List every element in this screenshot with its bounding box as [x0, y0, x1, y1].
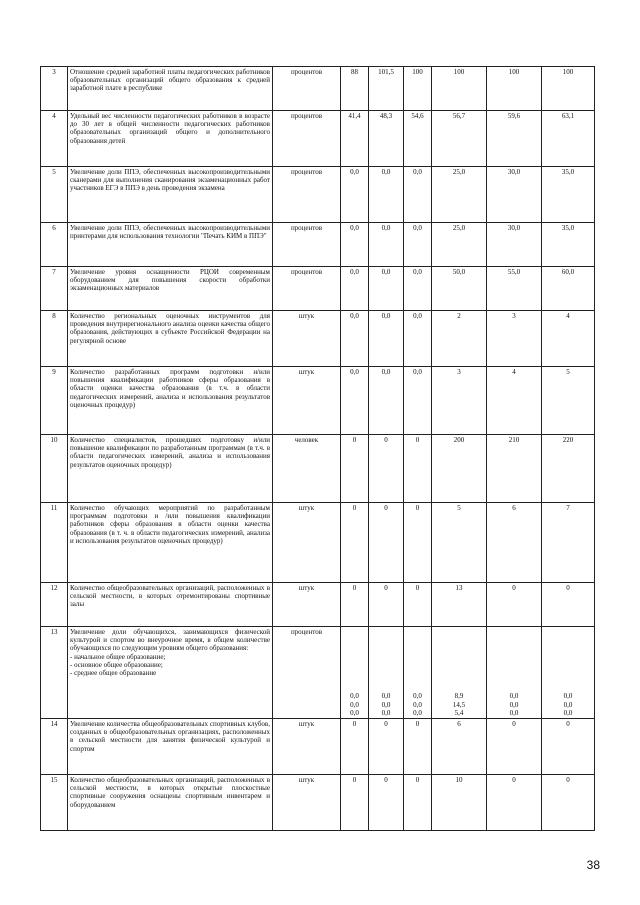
table-body — [41, 67, 595, 831]
row-description: Удельный вес численности педагогических работников в возрасте до 30 лет в общей численности педагогических работников образовательных организаций общего и дополнительного образования детей — [68, 111, 273, 167]
row-description: Количество общеобразовательных организаций, расположенных в сельской местности, в которых открытые плоскостные спортивные сооружения оснащены спортивным инвентарем и оборудованием — [68, 775, 273, 831]
row-unit: процентов — [273, 223, 341, 267]
row-value: 0 — [542, 775, 595, 831]
row-value: 30,0 — [487, 167, 542, 223]
row-description: Увеличение уровня оснащенности РЦОИ современным оборудованием для повышения скорости обработки экзаменационных материалов — [68, 267, 273, 311]
row-value: 0,0 — [404, 367, 432, 435]
row-value: 0 — [341, 775, 369, 831]
row-value: 0 — [487, 719, 542, 775]
table-row — [41, 267, 595, 311]
row-value: 210 — [487, 435, 542, 503]
row-number: 14 — [41, 719, 68, 775]
row-value: 0 — [404, 719, 432, 775]
row-sub-value: 0,0 — [509, 700, 519, 709]
row-unit: процентов — [273, 267, 341, 311]
row-value: 0 — [369, 775, 404, 831]
table-row — [41, 719, 595, 775]
row-value: 25,0 — [432, 167, 487, 223]
table-row — [41, 627, 595, 719]
row-value: 88 — [341, 67, 369, 111]
row-value: 30,0 — [487, 223, 542, 267]
row-sub-value: 0,0 — [350, 708, 359, 717]
row-unit: штук — [273, 583, 341, 627]
row-value: 0 — [369, 503, 404, 583]
row-value-cell — [487, 627, 542, 719]
row-value: 5 — [432, 503, 487, 583]
row-unit: штук — [273, 775, 341, 831]
row-value: 0 — [341, 583, 369, 627]
row-value: 0 — [369, 583, 404, 627]
row-value: 0,0 — [404, 167, 432, 223]
row-value: 2 — [432, 311, 487, 367]
row-value: 0,0 — [369, 267, 404, 311]
row-description: Количество общеобразовательных организаций, расположенных в сельской местности, в которых отремонтированы спортивные залы — [68, 583, 273, 627]
row-number: 11 — [41, 503, 68, 583]
row-description-main: Увеличение доли обучающихся, занимающихся физической культурой и спортом во внеурочное время, в общем количестве обучающихся по следующим уровням общего образования: — [70, 628, 270, 653]
row-value: 10 — [432, 775, 487, 831]
row-number: 15 — [41, 775, 68, 831]
row-value: 25,0 — [432, 223, 487, 267]
row-value: 0,0 — [341, 311, 369, 367]
row-sub-value: 5,4 — [454, 708, 464, 717]
row-value: 4 — [487, 367, 542, 435]
row-sub-level: - среднее общее образование — [70, 669, 157, 678]
row-value: 6 — [432, 719, 487, 775]
row-value: 0 — [542, 719, 595, 775]
row-sub-value: 0,0 — [413, 692, 422, 701]
table-row — [41, 503, 595, 583]
row-description — [68, 627, 273, 719]
row-value: 0,0 — [404, 223, 432, 267]
row-number: 6 — [41, 223, 68, 267]
row-description: Увеличение количества общеобразовательных спортивных клубов, созданных в общеобразовательных организациях, расположенных в сельской местности для занятия физической культурой и спортом — [68, 719, 273, 775]
row-sub-value: 0,0 — [563, 708, 573, 717]
row-description: Увеличение доли ППЭ, обеспеченных высокопроизводительными сканерами для выполнения сканирования экзаменационных работ участников ЕГЭ в ППЭ в день проведения экзамена — [68, 167, 273, 223]
row-value: 0,0 — [341, 167, 369, 223]
row-value-cell — [341, 627, 369, 719]
row-sub-value: 0,0 — [563, 692, 573, 701]
row-number: 13 — [41, 627, 68, 719]
row-value: 0 — [341, 435, 369, 503]
row-number: 12 — [41, 583, 68, 627]
table-row — [41, 435, 595, 503]
row-value: 7 — [542, 503, 595, 583]
row-number: 9 — [41, 367, 68, 435]
row-value: 0,0 — [341, 367, 369, 435]
row-value: 0,0 — [369, 311, 404, 367]
row-unit: процентов — [273, 111, 341, 167]
row-value: 0,0 — [341, 267, 369, 311]
row-value: 0 — [404, 775, 432, 831]
table-row — [41, 67, 595, 111]
row-sub-value: 0,0 — [350, 692, 359, 701]
row-value: 50,0 — [432, 267, 487, 311]
row-sub-value: 0,0 — [381, 700, 391, 709]
row-unit: процентов — [273, 67, 341, 111]
row-value: 200 — [432, 435, 487, 503]
row-unit: процентов — [273, 167, 341, 223]
row-value-cell — [542, 627, 595, 719]
row-value: 56,7 — [432, 111, 487, 167]
row-value: 48,3 — [369, 111, 404, 167]
row-value: 0 — [404, 503, 432, 583]
indicators-table — [40, 66, 595, 831]
row-value: 100 — [487, 67, 542, 111]
row-number: 8 — [41, 311, 68, 367]
row-sub-value: 0,0 — [350, 700, 359, 709]
row-value: 0 — [369, 719, 404, 775]
row-unit: штук — [273, 367, 341, 435]
row-value: 0 — [487, 583, 542, 627]
row-description: Увеличение доли ППЭ, обеспеченных высокопроизводительными принтерами для использования технологии "Печать КИМ в ППЭ" — [68, 223, 273, 267]
row-sub-value: 8,9 — [454, 692, 464, 701]
row-value: 3 — [432, 367, 487, 435]
row-description: Количество обучающих мероприятий по разработанным программам подготовки и /или повышения квалификации работников сферы образования в области оценки качества образования (в т. ч. в области педагогических измерений, анализа и использования результатов оценочных процедур) — [68, 503, 273, 583]
row-value-cell — [404, 627, 432, 719]
row-description: Количество региональных оценочных инструментов для проведения внутрирегионального анализа оценки качества общего образования, действующих в субъекте Российской Федерации на регулярной основе — [68, 311, 273, 367]
row-value: 35,0 — [542, 167, 595, 223]
row-value: 0 — [487, 775, 542, 831]
row-number: 7 — [41, 267, 68, 311]
table-row — [41, 311, 595, 367]
row-value: 6 — [487, 503, 542, 583]
row-sub-value: 14,5 — [452, 700, 466, 709]
row-sub-value: 0,0 — [413, 700, 422, 709]
page-number: 38 — [586, 858, 600, 872]
row-unit: процентов — [273, 627, 341, 719]
row-value: 100 — [404, 67, 432, 111]
row-number: 4 — [41, 111, 68, 167]
row-number: 10 — [41, 435, 68, 503]
row-value: 100 — [542, 67, 595, 111]
row-value-cell — [369, 627, 404, 719]
row-description: Количество специалистов, прошедших подготовку и/или повышение квалификации по разработанным программам (в т.ч. в области педагогических измерений, анализа и использования результатов оценочных процедур) — [68, 435, 273, 503]
row-value: 101,5 — [369, 67, 404, 111]
row-value: 0,0 — [404, 267, 432, 311]
row-sub-value: 0,0 — [381, 692, 391, 701]
row-sub-value: 0,0 — [413, 708, 422, 717]
row-value: 0 — [542, 583, 595, 627]
row-sub-value: 0,0 — [509, 692, 519, 701]
row-value: 0 — [404, 583, 432, 627]
row-value: 0,0 — [404, 311, 432, 367]
row-sub-value: 0,0 — [563, 700, 573, 709]
row-value: 55,0 — [487, 267, 542, 311]
table-row — [41, 167, 595, 223]
row-value-cell — [432, 627, 487, 719]
row-unit: штук — [273, 503, 341, 583]
table-row — [41, 223, 595, 267]
row-value: 35,0 — [542, 223, 595, 267]
row-description: Отношение средней заработной платы педагогических работников образовательных организаций общего образования к средней заработной плате в республике — [68, 67, 273, 111]
row-value: 4 — [542, 311, 595, 367]
row-value: 41,4 — [341, 111, 369, 167]
row-value: 63,1 — [542, 111, 595, 167]
row-value: 0,0 — [341, 223, 369, 267]
row-value: 0,0 — [369, 223, 404, 267]
row-value: 59,6 — [487, 111, 542, 167]
table-row — [41, 775, 595, 831]
row-value: 0 — [341, 503, 369, 583]
row-value: 54,6 — [404, 111, 432, 167]
row-unit: человек — [273, 435, 341, 503]
table-row — [41, 583, 595, 627]
row-value: 3 — [487, 311, 542, 367]
row-number: 3 — [41, 67, 68, 111]
row-description: Количество разработанных программ подготовки и/или повышения квалификации работников сферы образования в области оценки качества образования (в т.ч. в области педагогических измерений, анализа и использования результатов оценочных процедур) — [68, 367, 273, 435]
row-unit: штук — [273, 719, 341, 775]
table-row — [41, 111, 595, 167]
row-sub-value: 0,0 — [509, 708, 519, 717]
row-value: 0,0 — [369, 167, 404, 223]
row-value: 13 — [432, 583, 487, 627]
row-value: 5 — [542, 367, 595, 435]
row-unit: штук — [273, 311, 341, 367]
row-sub-level: - основное общее образование; — [70, 660, 163, 669]
row-value: 100 — [432, 67, 487, 111]
row-number: 5 — [41, 167, 68, 223]
row-value: 220 — [542, 435, 595, 503]
row-value: 0 — [341, 719, 369, 775]
row-sub-value: 0,0 — [381, 708, 391, 717]
row-value: 0 — [369, 435, 404, 503]
row-value: 0 — [404, 435, 432, 503]
row-value: 0,0 — [369, 367, 404, 435]
table-row — [41, 367, 595, 435]
row-value: 60,0 — [542, 267, 595, 311]
row-sub-level: - начальное общее образование; — [70, 652, 166, 661]
